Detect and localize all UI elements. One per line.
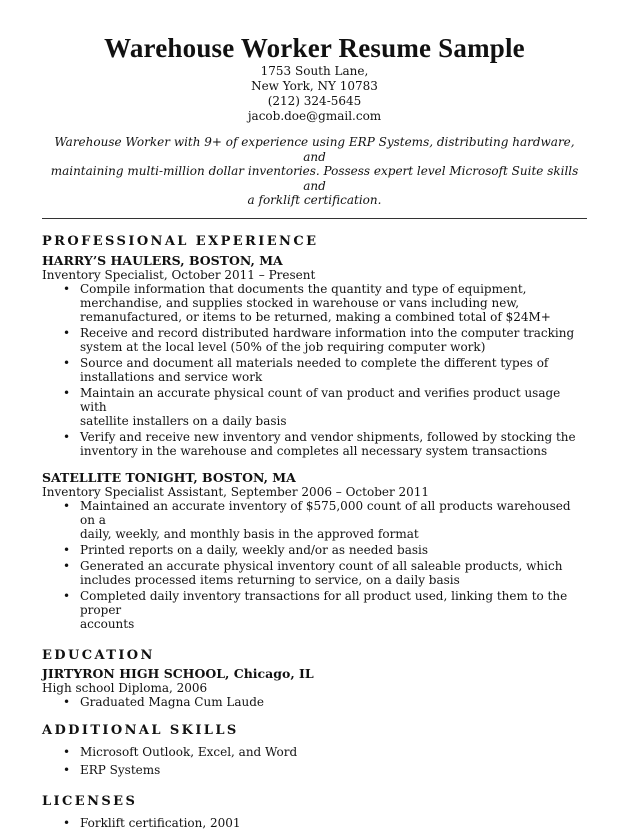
job-role: Inventory Specialist Assistant, September 2006 – October 2011 [42,484,430,499]
header-divider [42,218,587,219]
summary-line-3: a forklift certification. [247,193,382,207]
summary-line-1: Warehouse Worker with 9+ of experience using ERP Systems, distributing hardware, and [54,135,575,164]
school-name: JIRTYRON HIGH SCHOOL, Chicago, IL [42,665,314,681]
address-line-2: New York, NY 10783 [251,79,378,93]
licenses-heading: LICENSES [42,793,138,809]
bullet-item [80,543,587,557]
job-entry [42,470,587,631]
bullet-line: • Maintained an accurate inventory of $575,000 count of all products warehoused on a [80,498,571,527]
education-heading: EDUCATION [42,647,155,663]
phone-number: (212) 324-5645 [267,94,362,108]
bullet-line: • Generated an accurate physical inventory count of all saleable products, which [80,558,563,573]
summary-line-2: maintaining multi-million dollar inventories. Possess expert level Microsoft Suite skills and [50,164,579,193]
resume-title: Warehouse Worker Resume Sample [104,33,525,63]
summary-paragraph [42,135,587,208]
bullet-item [80,559,587,587]
experience-section [42,234,587,631]
bullet-line: • Receive and record distributed hardware information into the computer tracking [80,325,575,340]
job-bullets [42,282,587,458]
bullet-item [80,589,587,631]
bullet-line: • Compile information that documents the quantity and type of equipment, [80,281,527,296]
education-bullets [42,695,587,709]
skills-bullets [42,745,587,777]
skills-section [42,723,587,777]
bullet-line: remanufactured, or items to be returned, making a combined total of $24M+ [80,309,551,324]
bullet-item [80,282,587,324]
bullet-item [80,356,587,384]
job-role: Inventory Specialist, October 2011 – Present [42,267,316,282]
job-company: HARRY’S HAULERS, BOSTON, MA [42,252,283,268]
bullet-line: includes processed items returning to service, on a daily basis [80,572,460,587]
bullet-line: • Printed reports on a daily, weekly and/or as needed basis [80,542,429,557]
job-entry [42,253,587,458]
degree-line: High school Diploma, 2006 [42,680,208,695]
contact-block [42,64,587,124]
bullet-line: • Verify and receive new inventory and vendor shipments, followed by stocking the [80,429,576,444]
licenses-bullets [42,816,587,830]
bullet-item: • ERP Systems [80,763,587,777]
skills-heading: ADDITIONAL SKILLS [42,722,239,738]
bullet-item [80,326,587,354]
bullet-line: • Source and document all materials needed to complete the different types of [80,355,549,370]
bullet-item: • Microsoft Outlook, Excel, and Word [80,745,587,759]
education-section [42,648,587,709]
bullet-item: • Forklift certification, 2001 [80,816,587,830]
job-bullets [42,499,587,631]
bullet-line: accounts [80,616,135,631]
bullet-line: • Completed daily inventory transactions for all product used, linking them to the proper [80,588,568,617]
licenses-section [42,794,587,830]
bullet-line: system at the local level (50% of the job requiring computer work) [80,339,486,354]
bullet-line: merchandise, and supplies stocked in warehouse or vans including new, [80,295,520,310]
bullet-line: satellite installers on a daily basis [80,413,287,428]
bullet-item [80,430,587,458]
experience-heading: PROFESSIONAL EXPERIENCE [42,233,319,249]
bullet-item [80,386,587,428]
bullet-line: inventory in the warehouse and completes all necessary system transactions [80,443,548,458]
email-address: jacob.doe@gmail.com [247,109,382,123]
bullet-line: • Maintain an accurate physical count of van product and verifies product usage with [80,385,561,414]
address-line-1: 1753 South Lane, [260,64,369,78]
job-company: SATELLITE TONIGHT, BOSTON, MA [42,469,296,485]
bullet-item [80,499,587,541]
bullet-item: • Graduated Magna Cum Laude [80,695,587,709]
bullet-line: installations and service work [80,369,263,384]
bullet-line: daily, weekly, and monthly basis in the approved format [80,526,419,541]
